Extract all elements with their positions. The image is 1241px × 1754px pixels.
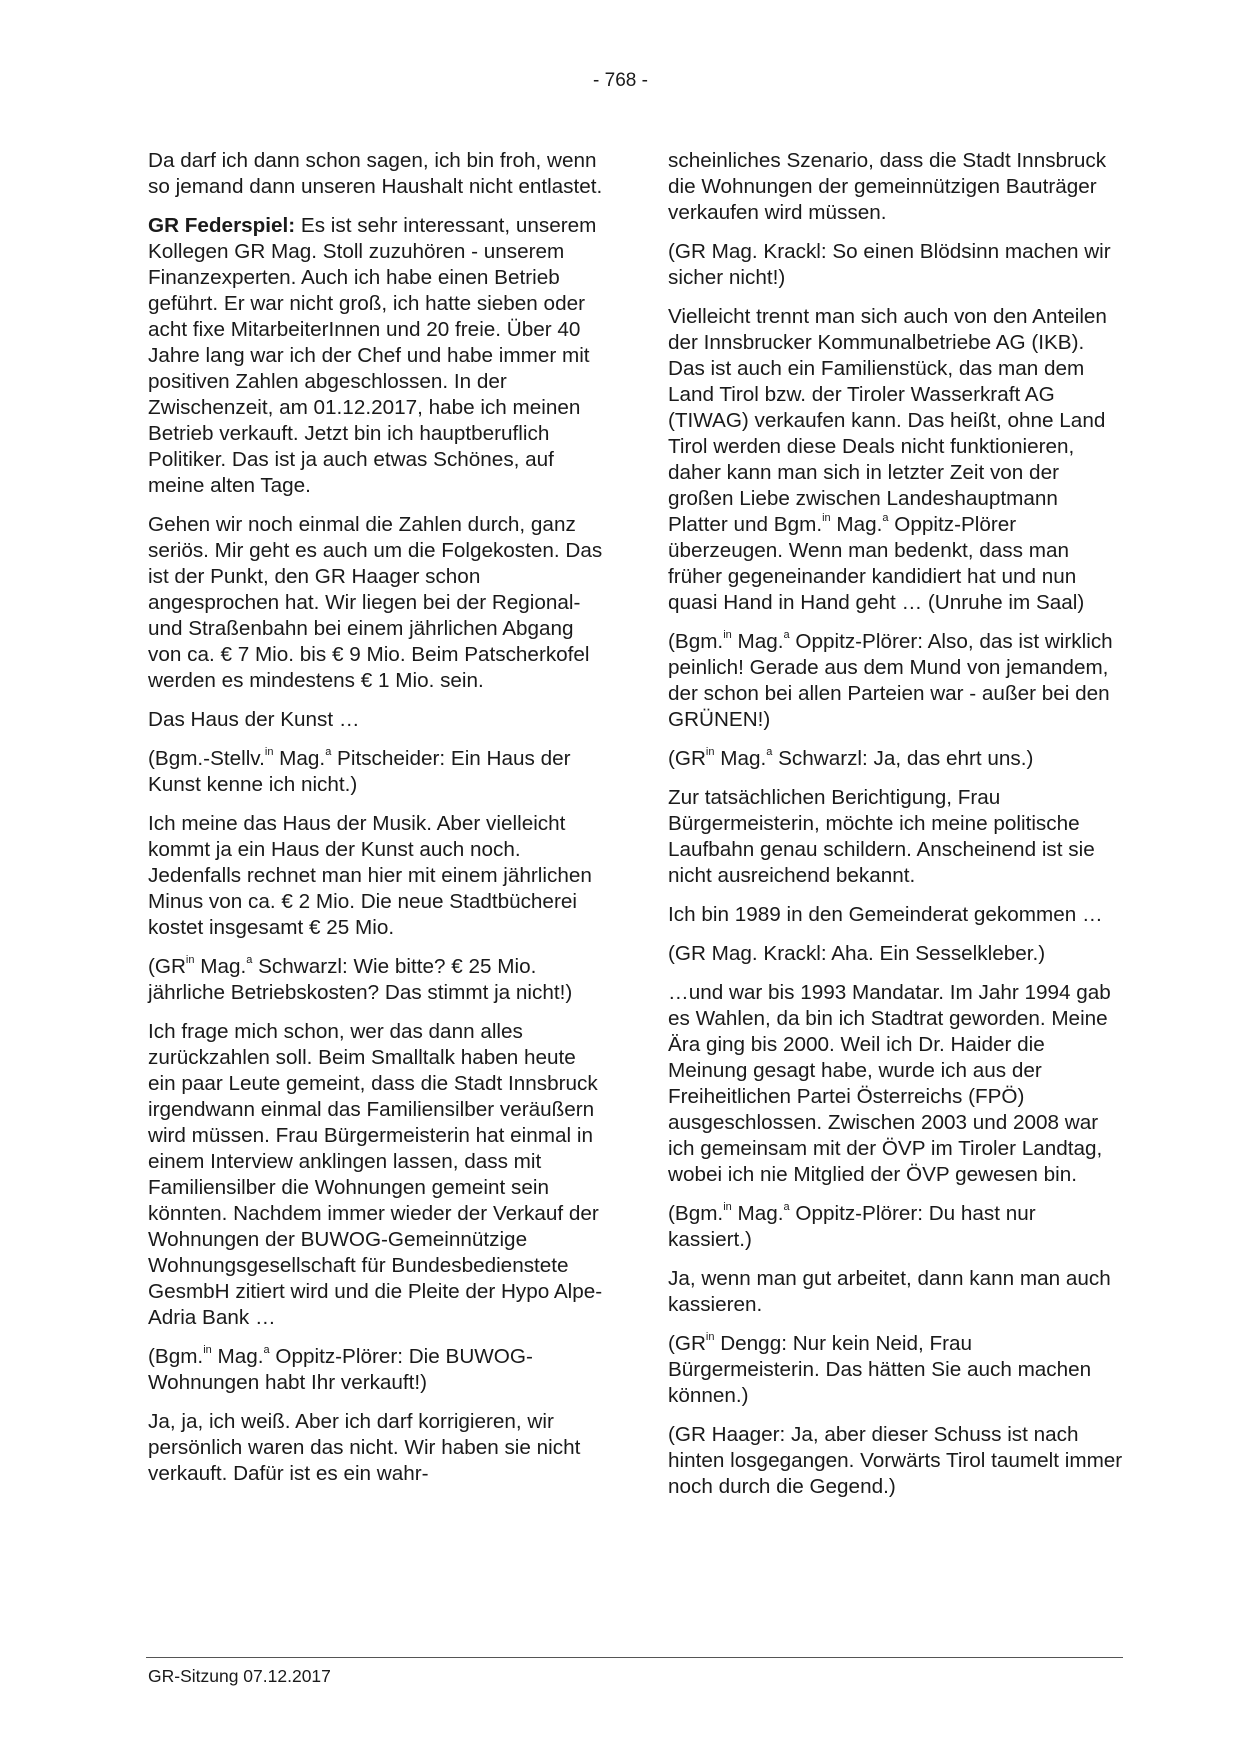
interjection: (Bgm.$^{in}$ Mag.$^a$ Oppitz-Plörer: Also, das ist wirklich peinlich! Gerade aus dem Mund von jemandem, der schon bei allen Parteien war - außer bei den GRÜNEN!) <box>668 629 1113 731</box>
interjection: (GR Haager: Ja, aber dieser Schuss ist nach hinten losgegangen. Vorwärts Tirol taumelt immer noch durch die Gegend.) <box>668 1423 1123 1498</box>
paragraph: Da darf ich dann schon sagen, ich bin froh, wenn so jemand dann unseren Haushalt nicht entlastet. <box>148 149 603 198</box>
speech-text: Es ist sehr interessant, unserem Kollegen GR Mag. Stoll zuzuhören - unserem Finanzexperten. Auch ich habe einen Betrieb geführt. Er war nicht groß, ich hatte sieben oder acht fixe MitarbeiterInnen und 20 freie. Über 40 Jahre lang war ich der Chef und habe immer mit positiven Zahlen abgeschlossen. In der Zwischenzeit, am 01.12.2017, habe ich meinen Betrieb verkauft. Jetzt bin ich hauptberuflich Politiker. Das ist ja auch etwas Schönes, auf meine alten Tage. <box>148 214 597 497</box>
paragraph <box>148 213 603 499</box>
footer-session-date: GR-Sitzung 07.12.2017 <box>148 1666 331 1686</box>
interjection: (GR Mag. Krackl: Aha. Ein Sesselkleber.) <box>668 942 1046 965</box>
interjection: ($GR^{in}$ Dengg: Nur kein Neid, Frau Bürgermeisterin. Das hätten Sie auch machen können.) <box>668 1331 1092 1407</box>
paragraph: …und war bis 1993 Mandatar. Im Jahr 1994 gab es Wahlen, da bin ich Stadtrat geworden. Meine Ära ging bis 2000. Weil ich Dr. Haider die Meinung gesagt habe, wurde ich aus der Freiheitlichen Partei Österreichs (FPÖ) ausgeschlossen. Zwischen 2003 und 2008 war ich gemeinsam mit der ÖVP im Tiroler Landtag, wobei ich nie Mitglied der ÖVP gewesen bin. <box>668 981 1111 1186</box>
paragraph: Das Haus der Kunst … <box>148 708 360 731</box>
paragraph: Ich meine das Haus der Musik. Aber vielleicht kommt ja ein Haus der Kunst auch noch. Jedenfalls rechnet man hier mit einem jährlichen Minus von ca. € 2 Mio. Die neue Stadtbücherei kostet insgesamt € 25 Mio. <box>148 812 592 939</box>
right-column <box>668 148 1123 1513</box>
paragraph: Vielleicht trennt man sich auch von den Anteilen der Innsbrucker Kommunalbetriebe AG (IKB). Das ist auch ein Familienstück, das man dem Land Tirol bzw. der Tiroler Wasserkraft AG (TIWAG) verkaufen kann. Das heißt, ohne Land Tirol werden diese Deals nicht funktionieren, daher kann man sich in letzter Zeit von der großen Liebe zwischen Landeshauptmann Platter und Bgm.$^{in}$ Mag.$^a$ Oppitz-Plörer überzeugen. Wenn man bedenkt, dass man früher gegeneinander kandidiert hat und nun quasi Hand in Hand geht … (Unruhe im Saal) <box>668 305 1107 614</box>
left-column <box>148 148 603 1500</box>
interjection: (Bgm.$^{in}$ Mag.$^a$ Oppitz-Plörer: Du hast nur kassiert.) <box>668 1201 1036 1251</box>
paragraph: Ja, wenn man gut arbeitet, dann kann man auch kassieren. <box>668 1267 1111 1316</box>
paragraph: scheinliches Szenario, dass die Stadt Innsbruck die Wohnungen der gemeinnützigen Bauträger verkaufen wird müssen. <box>668 149 1107 224</box>
paragraph: Ich frage mich schon, wer das dann alles zurückzahlen soll. Beim Smalltalk haben heute ein paar Leute gemeint, dass die Stadt Innsbruck irgendwann einmal das Familiensilber veräußern wird müssen. Frau Bürgermeisterin hat einmal in einem Interview anklingen lassen, dass mit Familiensilber die Wohnungen gemeint sein könnten. Nachdem immer wieder der Verkauf der Wohnungen der BUWOG-Gemeinnützige Wohnungsgesellschaft für Bundesbedienstete GesmbH zitiert wird und die Pleite der Hypo Alpe-Adria Bank … <box>148 1020 603 1329</box>
paragraph: Ja, ja, ich weiß. Aber ich darf korrigieren, wir persönlich waren das nicht. Wir haben sie nicht verkauft. Dafür ist es ein wahr- <box>148 1410 581 1485</box>
interjection: (Bgm.$^{in}$ Mag.$^a$ Oppitz-Plörer: Die BUWOG-Wohnungen habt Ihr verkauft!) <box>148 1344 533 1394</box>
interjection: (GR Mag. Krackl: So einen Blödsinn machen wir sicher nicht!) <box>668 240 1111 289</box>
footer-divider <box>146 1657 1123 1658</box>
paragraph: Ich bin 1989 in den Gemeinderat gekommen … <box>668 903 1103 926</box>
speaker-name: GR Federspiel: <box>148 214 296 237</box>
paragraph: Gehen wir noch einmal die Zahlen durch, ganz seriös. Mir geht es auch um die Folgekosten. Das ist der Punkt, den GR Haager schon angesprochen hat. Wir liegen bei der Regional- und Straßenbahn bei einem jährlichen Abgang von ca. € 7 Mio. bis € 9 Mio. Beim Patscherkofel werden es mindestens € 1 Mio. sein. <box>148 513 603 692</box>
page-number: - 768 - <box>593 70 648 91</box>
paragraph: Zur tatsächlichen Berichtigung, Frau Bürgermeisterin, möchte ich meine politische Laufbahn genau schildern. Anscheinend ist sie nicht ausreichend bekannt. <box>668 786 1095 887</box>
interjection: ($GR^{in}$ Mag.$^a$ Schwarzl: Wie bitte? € 25 Mio. jährliche Betriebskosten? Das stimmt ja nicht!) <box>148 954 573 1004</box>
interjection: (Bgm.-Stellv.$^{in}$ Mag.$^a$ Pitscheider: Ein Haus der Kunst kenne ich nicht.) <box>148 746 571 796</box>
interjection: ($GR^{in}$ Mag.$^a$ Schwarzl: Ja, das ehrt uns.) <box>668 746 1034 770</box>
